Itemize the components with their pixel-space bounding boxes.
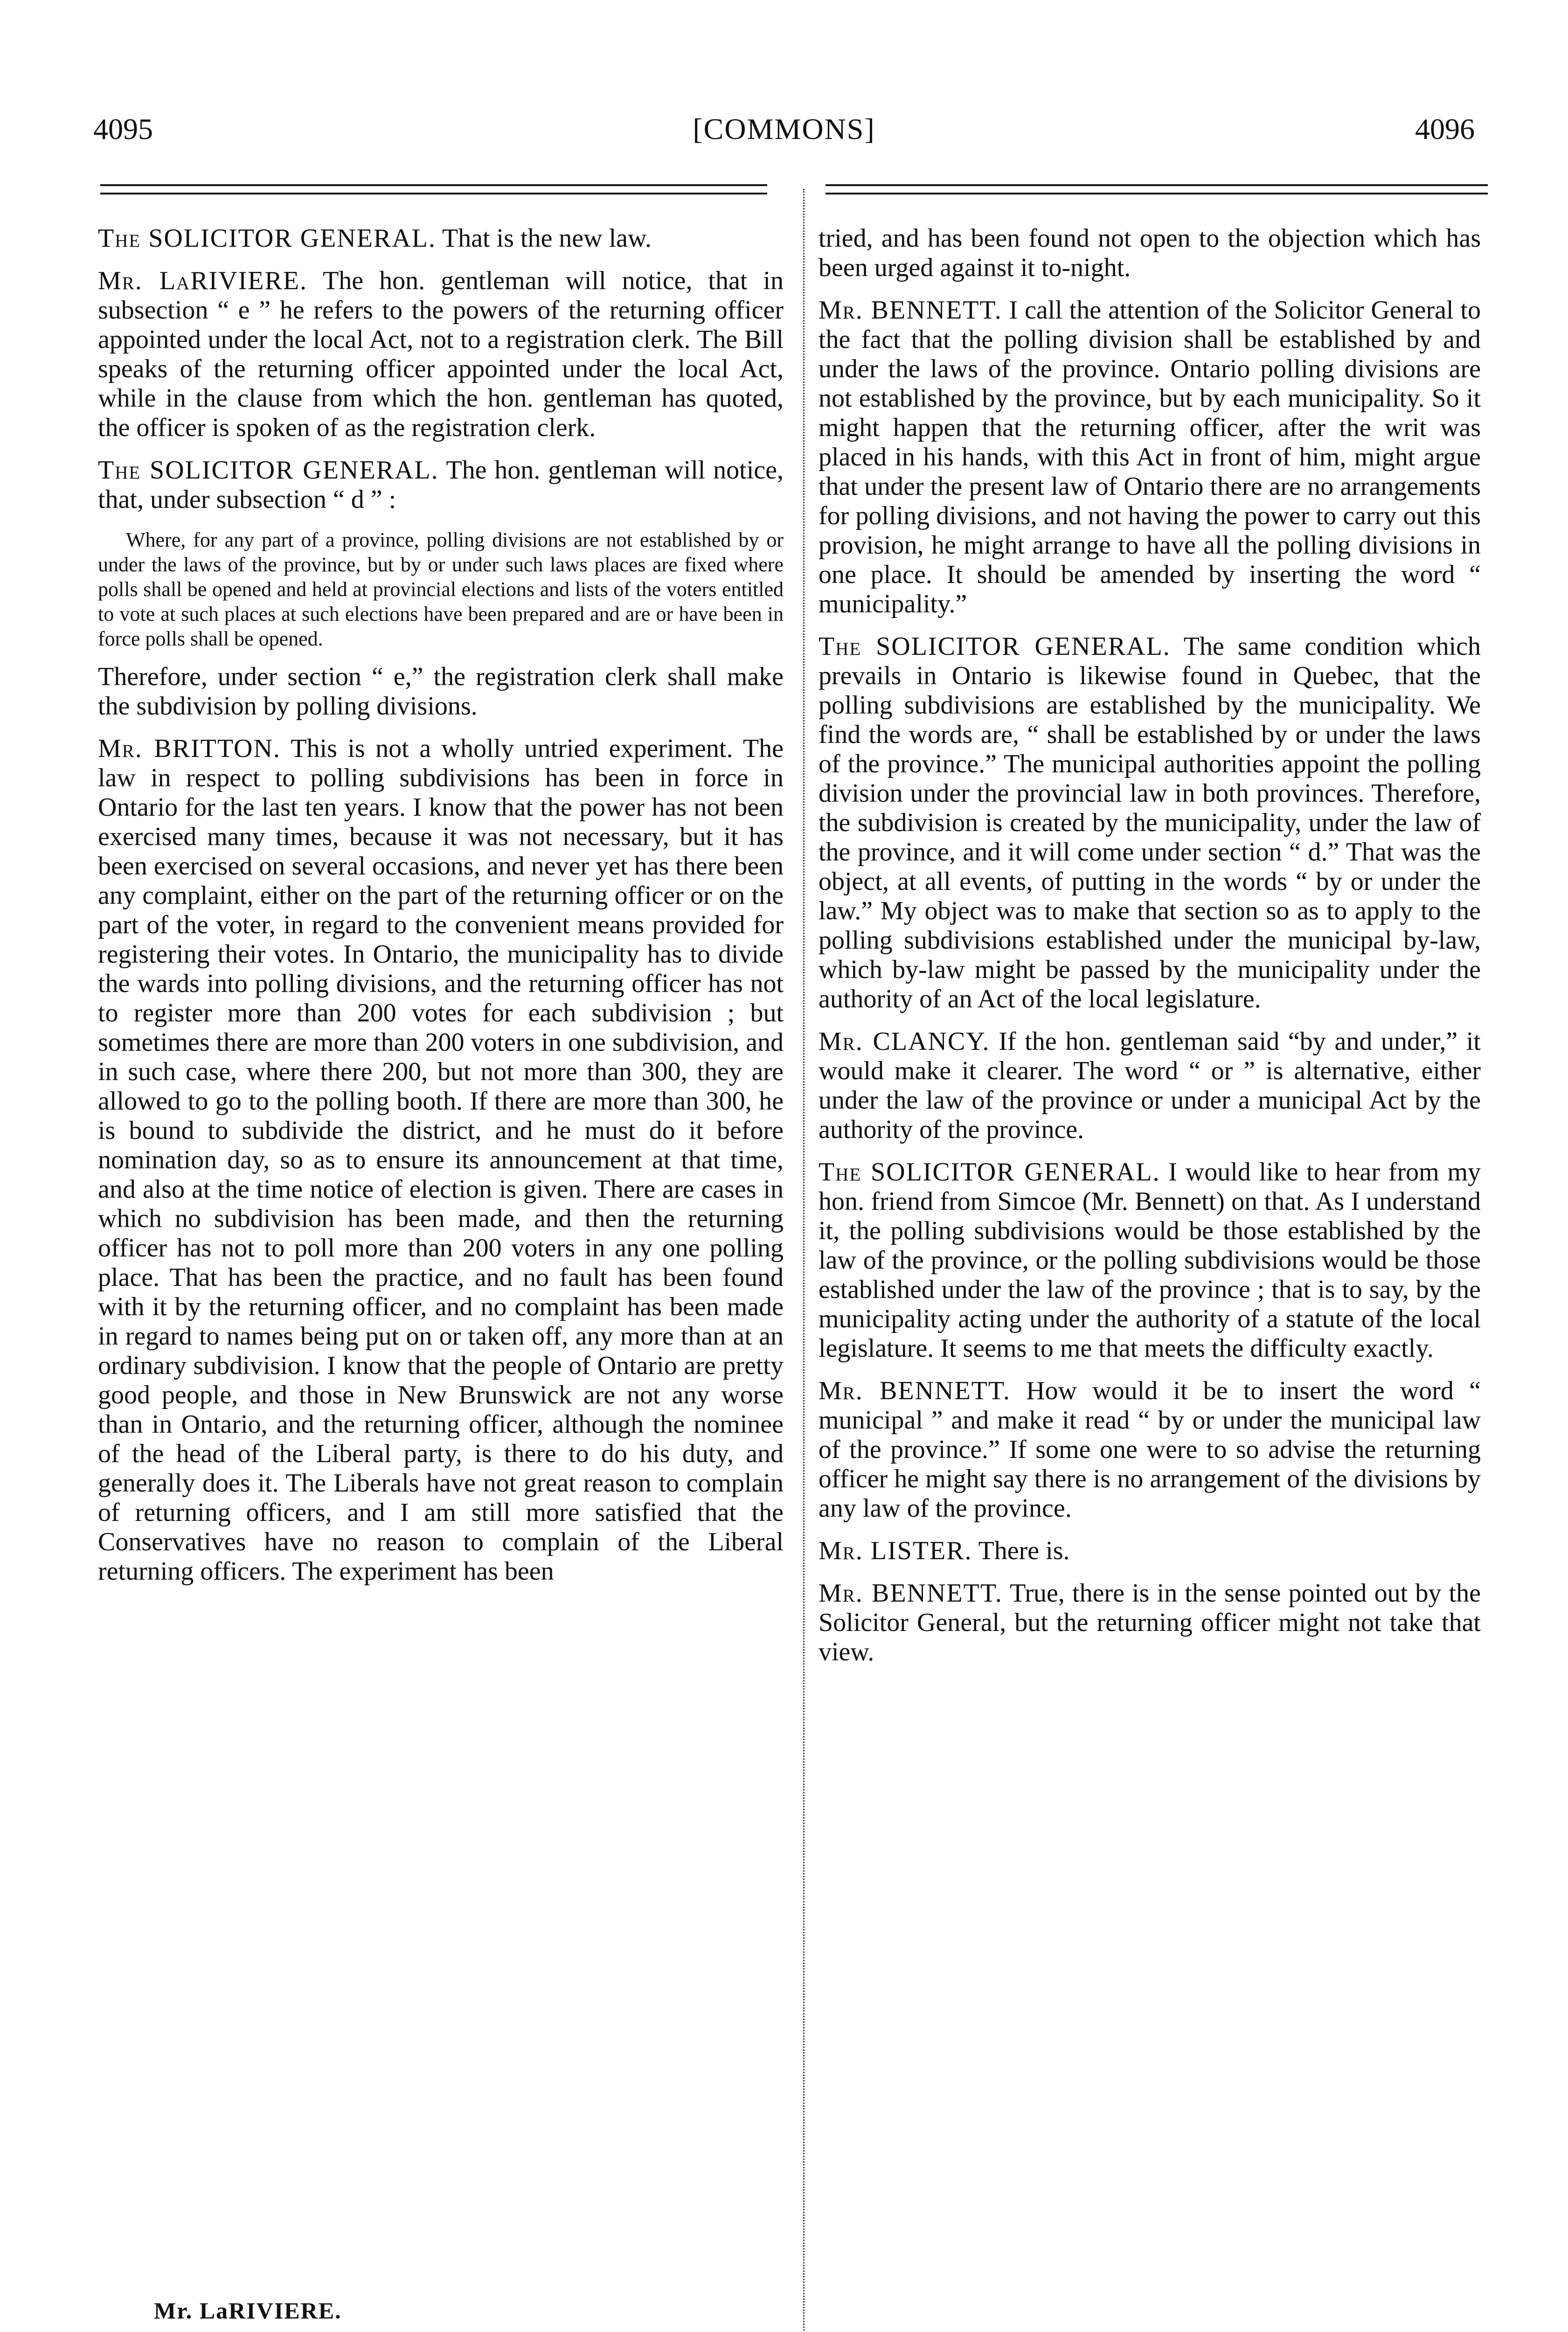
speaker-name: Mr. BENNETT. (819, 1579, 1003, 1608)
speech-text: This is not a wholly untried experiment. The law in respect to polling subdivisions has been in force in Ontario for the last ten years. I know that the power has not been exercised many times, because it was not necessary, but it has been exercised on several occasions, and never yet has there been any complaint, either on the part of the returning officer or on the part of the voter, in regard to the convenient means provided for registering their votes. In Ontario, the municipality has to divide the wards into polling divisions, and the returning officer has not to register more than 200 votes for each subdivision ; but sometimes there are more than 200 voters in one subdivision, and in such case, where there 200, but not more than 300, they are allowed to go to the polling booth. If there are more than 300, he is bound to subdivide the district, and he must do it before nomination day, so as to ensure its announcement at that time, and also at the time notice of election is given. There are cases in which no subdivision has been made, and then the returning officer has not to poll more than 200 voters in any one polling place. That has been the practice, and no fault has been found with it by the returning officer, and no complaint has been made in regard to names being put on or taken off, any more than at an ordinary subdivision. I know that the people of Ontario are pretty good people, and those in New Brunswick are not any worse than in Ontario, and the returning officer, although the nominee of the head of the Liberal party, is there to do his duty, and generally does it. The Liberals have not great reason to complain of returning officers, and I am still more satisfied that the Conservatives have no reason to complain of the Liberal returning officers. The experiment has been (98, 734, 784, 1586)
page-number-right: 4096 (1415, 112, 1475, 146)
speech-text: I call the attention of the Solicitor General to the fact that the polling division shall be established by and under the laws of the province. Ontario polling divisions are not established by the province, but by each municipality. So it might happen that the returning officer, after the writ was placed in his hands, with this Act in front of him, might argue that under the present law of Ontario there are no arrangements for polling divisions, and not having the power to carry out this provision, he might arrange to have all the polling divisions in one place. It should be amended by inserting the word “ municipality.” (819, 296, 1481, 618)
speech-paragraph (819, 1027, 1481, 1145)
speaker-name: Mr. BRITTON. (98, 734, 281, 763)
speech-paragraph (819, 224, 1481, 283)
header-rule-left (100, 184, 767, 194)
speaker-name: Mr. BENNETT. (819, 1376, 1011, 1405)
speech-text: True, there is in the sense pointed out by the Solicitor General, but the returning officer might not take that view. (819, 1579, 1481, 1666)
left-column (98, 224, 784, 1599)
footer-running-name: Mr. LaRIVIERE. (154, 2297, 342, 2324)
running-title: [COMMONS] (693, 112, 875, 146)
page-header (93, 112, 1475, 154)
speech-text: How would it be to insert the word “ municipal ” and make it read “ by or under the municipal law of the province.” If some one were to so advise the returning officer he might say there is no arrangement of the divisions by any law of the province. (819, 1376, 1481, 1523)
speaker-name: The SOLICITOR GENERAL. (819, 1158, 1160, 1187)
speech-paragraph (819, 1158, 1481, 1363)
speech-paragraph (819, 632, 1481, 1014)
speech-paragraph (819, 1376, 1481, 1523)
speech-text: Therefore, under section “ e,” the registration clerk shall make the subdivision by polling divisions. (98, 662, 784, 721)
speech-text: That is the new law. (436, 224, 652, 253)
speech-text: The hon. gentleman will notice, that in subsection “ e ” he refers to the powers of the returning officer appointed under the local Act, not to a registration clerk. The Bill speaks of the returning officer appointed under the local Act, while in the clause from which the hon. gentleman has quoted, the officer is spoken of as the registration clerk. (98, 266, 784, 442)
right-column (819, 224, 1481, 1680)
page-number-left: 4095 (93, 112, 153, 146)
speaker-name: The SOLICITOR GENERAL. (819, 632, 1171, 661)
speaker-name: Mr. LaRIVIERE. (98, 266, 308, 295)
speech-text: If the hon. gentleman said “by and under,” it would make it clearer. The word “ or ” is alternative, either under the law of the province or under a municipal Act by the authority of the province. (819, 1027, 1481, 1144)
speaker-name: Mr. CLANCY. (819, 1027, 990, 1056)
speech-paragraph (98, 662, 784, 721)
speaker-name: The SOLICITOR GENERAL. (98, 224, 436, 253)
speech-paragraph (819, 1536, 1481, 1566)
speech-paragraph (98, 266, 784, 443)
header-rule-right (826, 184, 1488, 194)
speech-text: There is. (972, 1536, 1070, 1565)
speech-text: tried, and has been found not open to the objection which has been urged against it to-night. (819, 224, 1481, 282)
speech-paragraph (98, 224, 784, 253)
speech-text: The same condition which prevails in Ontario is likewise found in Quebec, that the polling subdivisions are established by the municipality. We find the words are, “ shall be established by or under the laws of the province.” The municipal authorities appoint the polling division under the provincial law in both provinces. Therefore, the subdivision is created by the municipality, under the law of the province, and it will come under section “ d.” That was the object, at all events, of putting in the words “ by or under the law.” My object was to make that section so as to apply to the polling subdivisions established under the municipal by-law, which by-law might be passed by the municipality under the authority of an Act of the local legislature. (819, 632, 1481, 1013)
speech-paragraph (98, 456, 784, 514)
speech-paragraph (98, 734, 784, 1586)
speaker-name: Mr. BENNETT. (819, 296, 1002, 325)
speech-paragraph (819, 296, 1481, 619)
speaker-name: The SOLICITOR GENERAL. (98, 456, 439, 485)
column-divider (803, 189, 805, 2332)
speech-paragraph (819, 1579, 1481, 1667)
quoted-statute: Where, for any part of a province, polling divisions are not established by or under the laws of the province, but by or under such laws places are fixed where polls shall be opened and held at provincial elections and lists of the voters entitled to vote at such places at such elections have been prepared and are or have been in force polls shall be opened. (98, 528, 784, 650)
speech-text: The hon. gentleman will notice, that, under subsection “ d ” : (98, 456, 784, 514)
speaker-name: Mr. LISTER. (819, 1536, 972, 1565)
speech-text: I would like to hear from my hon. friend from Simcoe (Mr. Bennett) on that. As I understand it, the polling subdivisions would be those established by the law of the province, or the polling subdivisions would be those established under the law of the province ; that is to say, by the municipality acting under the authority of a statute of the local legislature. It seems to me that meets the difficulty exactly. (819, 1158, 1481, 1363)
